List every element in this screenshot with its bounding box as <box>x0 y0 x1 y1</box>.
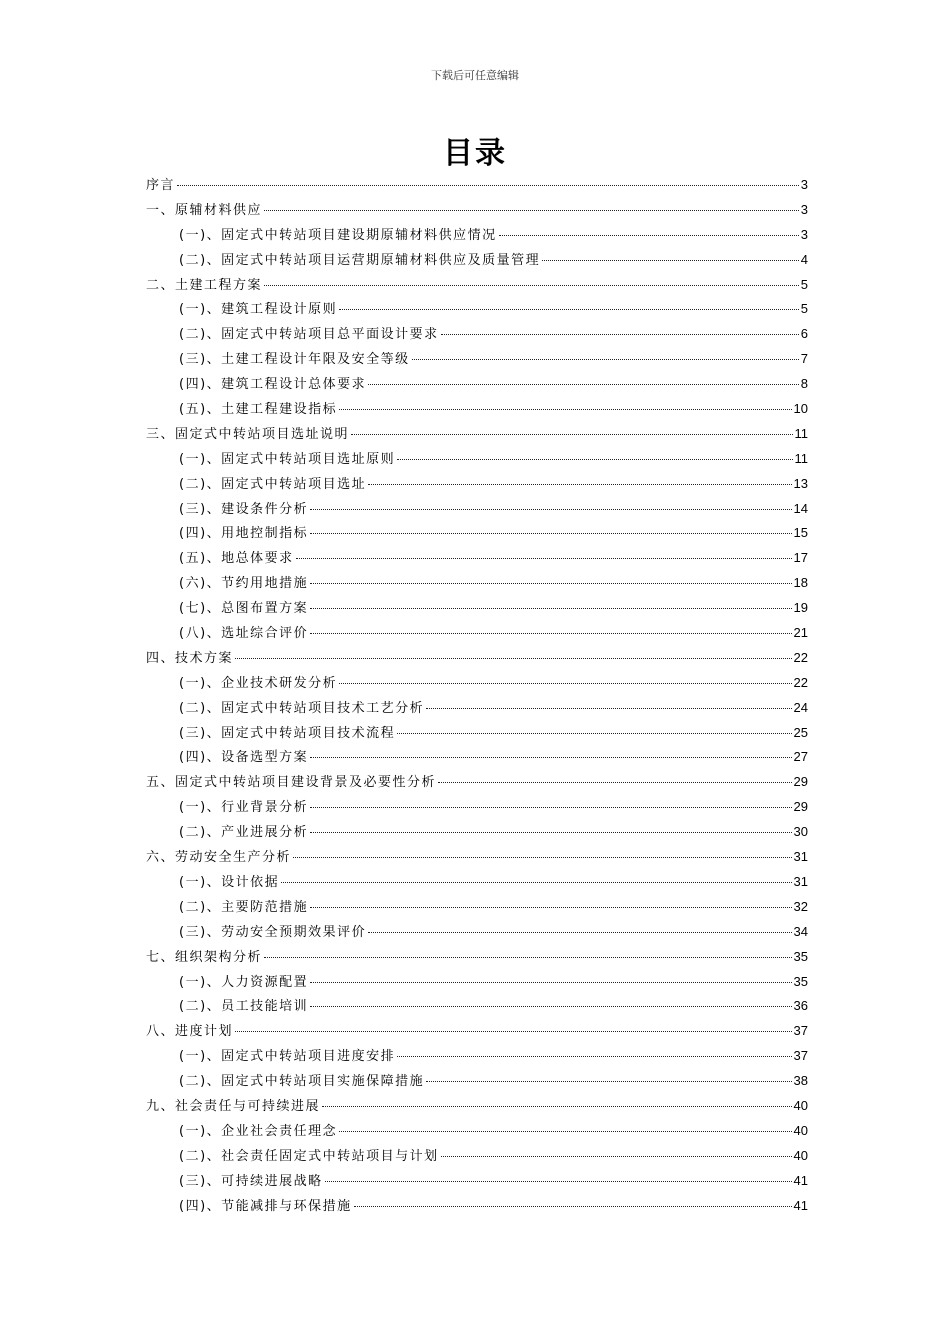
toc-subentry[interactable] <box>146 323 808 348</box>
toc-entry-title: 八、进度计划 <box>146 1024 234 1040</box>
toc-entry-title: (二)、产业进展分析 <box>179 825 309 841</box>
toc-entry[interactable] <box>146 946 808 971</box>
toc-entry[interactable] <box>146 846 808 871</box>
dot-leader <box>235 1031 792 1032</box>
dot-leader <box>322 1106 792 1107</box>
toc-page-number: 40 <box>793 1122 808 1138</box>
dot-leader <box>499 235 799 236</box>
dot-leader <box>368 932 791 933</box>
toc-entry-title: (二)、社会责任固定式中转站项目与计划 <box>179 1148 439 1164</box>
toc-page-number: 17 <box>793 550 808 566</box>
dot-leader <box>542 260 799 261</box>
dot-leader <box>426 708 791 709</box>
toc-entry-title: 六、劳动安全生产分析 <box>146 850 292 866</box>
dot-leader <box>310 633 791 634</box>
dot-leader <box>441 1156 792 1157</box>
dot-leader <box>441 334 799 335</box>
dot-leader <box>310 757 791 758</box>
dot-leader <box>177 185 799 186</box>
toc-subentry[interactable] <box>146 448 808 473</box>
toc-subentry[interactable] <box>146 796 808 821</box>
toc-entry[interactable] <box>146 274 808 299</box>
dot-leader <box>264 285 799 286</box>
toc-page-number: 25 <box>793 724 808 740</box>
toc-subentry[interactable] <box>146 522 808 547</box>
dot-leader <box>310 608 791 609</box>
dot-leader <box>426 1081 791 1082</box>
toc-entry-title: (二)、固定式中转站项目选址 <box>179 476 367 492</box>
toc-page-number: 38 <box>793 1073 808 1089</box>
toc-subentry[interactable] <box>146 1195 808 1220</box>
toc-entry-title: (二)、主要防范措施 <box>179 899 309 915</box>
toc-page-number: 37 <box>793 1023 808 1039</box>
dot-leader <box>296 558 792 559</box>
toc-page-number: 7 <box>800 351 808 367</box>
dot-leader <box>235 658 792 659</box>
toc-entry-title: 七、组织架构分析 <box>146 949 263 965</box>
toc-subentry[interactable] <box>146 473 808 498</box>
toc-entry[interactable] <box>146 1020 808 1045</box>
dot-leader <box>339 409 791 410</box>
toc-page-number: 6 <box>800 326 808 342</box>
toc-subentry[interactable] <box>146 398 808 423</box>
dot-leader <box>438 782 792 783</box>
toc-page-number: 4 <box>800 251 808 267</box>
dot-leader <box>325 1181 792 1182</box>
toc-subentry[interactable] <box>146 672 808 697</box>
toc-entry[interactable] <box>146 199 808 224</box>
toc-page-number: 3 <box>800 177 808 192</box>
toc-subentry[interactable] <box>146 498 808 523</box>
toc-subentry[interactable] <box>146 871 808 896</box>
dot-leader <box>339 1131 791 1132</box>
toc-entry-title: (二)、固定式中转站项目实施保障措施 <box>179 1074 425 1090</box>
toc-entry-title: (一)、人力资源配置 <box>179 974 309 990</box>
toc-subentry[interactable] <box>146 1045 808 1070</box>
toc-page-number: 24 <box>793 699 808 715</box>
toc-subentry[interactable] <box>146 1120 808 1145</box>
dot-leader <box>310 832 791 833</box>
toc-entry[interactable] <box>146 647 808 672</box>
toc-entry-title: (二)、员工技能培训 <box>179 999 309 1015</box>
toc-entry-title: (四)、设备选型方案 <box>179 750 309 766</box>
dot-leader <box>339 309 799 310</box>
dot-leader <box>310 982 791 983</box>
dot-leader <box>412 359 799 360</box>
toc-subentry[interactable] <box>146 298 808 323</box>
dot-leader <box>310 807 791 808</box>
dot-leader <box>281 882 791 883</box>
toc-entry-title: (一)、固定式中转站项目建设期原辅材料供应情况 <box>179 227 497 243</box>
toc-entry-title: (四)、用地控制指标 <box>179 526 309 542</box>
toc-subentry[interactable] <box>146 1145 808 1170</box>
toc-page-number: 35 <box>793 948 808 964</box>
toc-page-number: 41 <box>793 1172 808 1188</box>
dot-leader <box>264 957 792 958</box>
toc-subentry[interactable] <box>146 597 808 622</box>
toc-entry[interactable] <box>146 174 808 199</box>
toc-entry-title: (四)、建筑工程设计总体要求 <box>179 377 367 393</box>
toc-entry-title: 序言 <box>146 178 176 193</box>
dot-leader <box>339 683 791 684</box>
dot-leader <box>264 210 799 211</box>
toc-subentry[interactable] <box>146 722 808 747</box>
toc-subentry[interactable] <box>146 921 808 946</box>
toc-entry-title: (一)、企业技术研发分析 <box>179 675 338 691</box>
toc-entry-title: 三、固定式中转站项目选址说明 <box>146 426 350 442</box>
dot-leader <box>310 1006 791 1007</box>
header-note: 下载后可任意编辑 <box>431 69 519 82</box>
toc-page-number: 37 <box>793 1048 808 1064</box>
dot-leader <box>397 459 792 460</box>
toc-page-number: 3 <box>800 226 808 242</box>
toc-subentry[interactable] <box>146 995 808 1020</box>
toc-page-number: 29 <box>793 774 808 790</box>
toc-subentry[interactable] <box>146 697 808 722</box>
toc-page-number: 22 <box>793 674 808 690</box>
toc-entry-title: (一)、固定式中转站项目选址原则 <box>179 451 396 467</box>
toc-entry-title: 二、土建工程方案 <box>146 277 263 293</box>
toc-entry-title: (三)、土建工程设计年限及安全等级 <box>179 352 410 368</box>
toc-entry-title: (二)、固定式中转站项目运营期原辅材料供应及质量管理 <box>179 252 541 268</box>
dot-leader <box>310 907 791 908</box>
toc-page-number: 19 <box>793 600 808 616</box>
toc-entry-title: (二)、固定式中转站项目技术工艺分析 <box>179 700 425 716</box>
toc-page-number: 32 <box>793 898 808 914</box>
toc-page-number: 27 <box>793 749 808 765</box>
toc-subentry[interactable] <box>146 622 808 647</box>
toc-entry-title: (三)、固定式中转站项目技术流程 <box>179 725 396 741</box>
toc-page-number: 36 <box>793 998 808 1014</box>
toc-subentry[interactable] <box>146 348 808 373</box>
toc-entry-title: (五)、地总体要求 <box>179 551 294 567</box>
dot-leader <box>310 583 791 584</box>
toc-entry-title: (四)、节能减排与环保措施 <box>179 1198 352 1214</box>
toc-subentry[interactable] <box>146 547 808 572</box>
toc-page-number: 14 <box>793 500 808 516</box>
toc-entry-title: 一、原辅材料供应 <box>146 202 263 218</box>
toc-entry-title: (一)、设计依据 <box>179 874 280 890</box>
toc-page-number: 8 <box>800 376 808 392</box>
dot-leader <box>310 533 791 534</box>
toc-page-number: 40 <box>793 1147 808 1163</box>
toc-entry-title: (一)、行业背景分析 <box>179 800 309 816</box>
toc-page-number: 15 <box>793 525 808 541</box>
toc-page-number: 31 <box>793 849 808 865</box>
toc-subentry[interactable] <box>146 572 808 597</box>
toc-page-number: 11 <box>794 425 808 441</box>
toc-subentry[interactable] <box>146 373 808 398</box>
toc-page-number: 11 <box>794 450 808 466</box>
dot-leader <box>397 1056 791 1057</box>
toc-page-number: 41 <box>793 1197 808 1213</box>
toc-page-number: 3 <box>800 201 808 217</box>
toc-subentry[interactable] <box>146 1070 808 1095</box>
toc-page-number: 13 <box>793 475 808 491</box>
toc-entry[interactable] <box>146 1095 808 1120</box>
toc-page-number: 31 <box>793 873 808 889</box>
dot-leader <box>310 509 791 510</box>
toc-page-number: 5 <box>800 301 808 317</box>
toc-entry-title: (二)、固定式中转站项目总平面设计要求 <box>179 327 439 343</box>
toc-entry-title: (一)、固定式中转站项目进度安排 <box>179 1049 396 1065</box>
toc-page-number: 29 <box>793 799 808 815</box>
page-title: 目录 <box>443 136 507 171</box>
toc-page-number: 30 <box>793 824 808 840</box>
dot-leader <box>368 484 791 485</box>
toc-entry-title: 五、固定式中转站项目建设背景及必要性分析 <box>146 775 437 791</box>
toc-entry-title: (三)、可持续进展战略 <box>179 1173 323 1189</box>
toc-entry[interactable] <box>146 423 808 448</box>
toc-subentry[interactable] <box>146 896 808 921</box>
toc-page-number: 21 <box>793 625 808 641</box>
table-of-contents <box>146 174 808 1219</box>
toc-entry-title: (七)、总图布置方案 <box>179 601 309 617</box>
toc-entry-title: (五)、土建工程建设指标 <box>179 402 338 418</box>
toc-entry-title: (六)、节约用地措施 <box>179 576 309 592</box>
toc-page-number: 40 <box>793 1097 808 1113</box>
toc-page-number: 5 <box>800 276 808 292</box>
toc-entry-title: (一)、企业社会责任理念 <box>179 1123 338 1139</box>
dot-leader <box>397 733 791 734</box>
toc-page-number: 34 <box>793 923 808 939</box>
toc-subentry[interactable] <box>146 224 808 249</box>
toc-entry-title: 四、技术方案 <box>146 650 234 666</box>
dot-leader <box>351 434 792 435</box>
toc-entry-title: (三)、建设条件分析 <box>179 501 309 517</box>
toc-subentry[interactable] <box>146 249 808 274</box>
toc-entry-title: 九、社会责任与可持续进展 <box>146 1098 321 1114</box>
toc-subentry[interactable] <box>146 971 808 996</box>
toc-entry[interactable] <box>146 771 808 796</box>
toc-subentry[interactable] <box>146 821 808 846</box>
toc-subentry[interactable] <box>146 1170 808 1195</box>
dot-leader <box>368 384 799 385</box>
toc-entry-title: (八)、选址综合评价 <box>179 626 309 642</box>
toc-entry-title: (三)、劳动安全预期效果评价 <box>179 924 367 940</box>
toc-page-number: 35 <box>793 973 808 989</box>
dot-leader <box>293 857 792 858</box>
toc-page-number: 22 <box>793 649 808 665</box>
toc-entry-title: (一)、建筑工程设计原则 <box>179 302 338 318</box>
dot-leader <box>354 1206 792 1207</box>
toc-page-number: 18 <box>793 575 808 591</box>
toc-page-number: 10 <box>793 401 808 417</box>
toc-subentry[interactable] <box>146 746 808 771</box>
